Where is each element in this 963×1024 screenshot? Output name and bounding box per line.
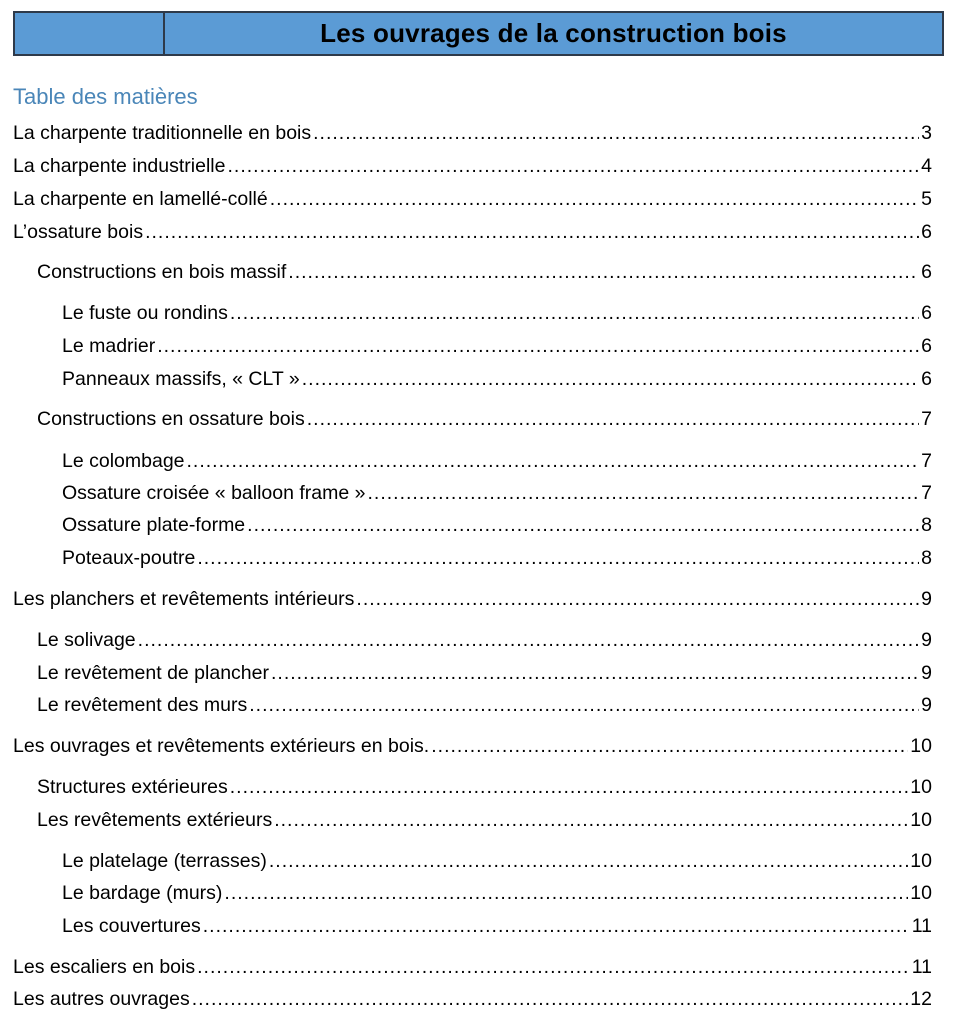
toc-entry-page: 5 — [921, 188, 932, 210]
toc-entry[interactable] — [13, 187, 932, 211]
toc-entry-page: 11 — [911, 956, 932, 978]
toc-entry[interactable] — [62, 546, 932, 570]
toc-entry[interactable] — [62, 449, 932, 473]
toc-entry[interactable] — [62, 513, 932, 537]
toc-entry[interactable] — [37, 628, 932, 652]
toc-entry[interactable] — [37, 661, 932, 685]
toc-entry-page: 10 — [910, 809, 932, 831]
toc-leader — [197, 955, 910, 979]
toc-leader — [192, 987, 909, 1011]
toc-entry-label: La charpente industrielle — [13, 155, 226, 177]
toc-entry[interactable] — [37, 260, 932, 284]
toc-leader — [247, 513, 919, 537]
toc-entry-page: 6 — [921, 368, 932, 390]
toc-entry-label: Le bardage (murs) — [62, 882, 223, 904]
toc-entry[interactable] — [62, 367, 932, 391]
toc-entry[interactable] — [62, 301, 932, 325]
title-bar-left-cell — [15, 13, 165, 54]
toc-leader — [197, 546, 919, 570]
toc-entry-page: 6 — [921, 221, 932, 243]
toc-entry-label: Le revêtement des murs — [37, 694, 248, 716]
document-title: Les ouvrages de la construction bois — [320, 18, 787, 48]
toc-entry-label: Les couvertures — [62, 915, 201, 937]
toc-entry-page: 10 — [910, 882, 932, 904]
toc-entry-label: Les autres ouvrages — [13, 988, 190, 1010]
toc-entry-page: 8 — [921, 547, 932, 569]
toc-entry-page: 11 — [911, 915, 932, 937]
toc-leader — [203, 914, 910, 938]
toc-entry-label: Ossature croisée « balloon frame » — [62, 482, 366, 504]
toc-entry[interactable] — [13, 154, 932, 178]
toc-leader — [230, 775, 909, 799]
toc-entry[interactable] — [13, 734, 932, 758]
toc-entry[interactable] — [62, 881, 932, 905]
toc-leader — [187, 449, 920, 473]
toc-leader — [230, 301, 919, 325]
toc-entry-page: 9 — [921, 662, 932, 684]
toc-entry[interactable] — [37, 407, 932, 431]
toc-entry-page: 10 — [910, 776, 932, 798]
toc-entry[interactable] — [37, 693, 932, 717]
toc-entry-label: Constructions en bois massif — [37, 261, 287, 283]
toc-entry[interactable] — [13, 121, 932, 145]
toc-entry-page: 10 — [910, 735, 932, 757]
toc-entry-page: 8 — [921, 514, 932, 536]
toc-entry[interactable] — [37, 808, 932, 832]
toc-heading: Table des matières — [13, 84, 198, 109]
toc-entry[interactable] — [62, 334, 932, 358]
toc-entry-label: Poteaux-poutre — [62, 547, 196, 569]
toc-entry-page: 9 — [921, 694, 932, 716]
toc-entry-label: Constructions en ossature bois — [37, 408, 305, 430]
toc-entry-label: Le colombage — [62, 450, 185, 472]
toc-entry[interactable] — [13, 220, 932, 244]
toc-leader — [368, 481, 920, 505]
toc-entry[interactable] — [62, 849, 932, 873]
toc-entry-page: 9 — [921, 629, 932, 651]
toc-entry-page: 10 — [910, 850, 932, 872]
toc-leader — [138, 628, 919, 652]
toc-entry-label: Le fuste ou rondins — [62, 302, 228, 324]
toc-entry-label: Le madrier — [62, 335, 156, 357]
toc-leader — [274, 808, 908, 832]
toc-entry-label: L’ossature bois — [13, 221, 144, 243]
toc-leader — [224, 881, 908, 905]
toc-entry[interactable] — [13, 955, 932, 979]
toc-entry-label: La charpente en lamellé-collé — [13, 188, 268, 210]
toc-entry-page: 6 — [921, 261, 932, 283]
toc-leader — [313, 121, 919, 145]
toc-entry[interactable] — [13, 587, 932, 611]
toc-leader — [431, 734, 908, 758]
toc-leader — [249, 693, 919, 717]
toc-entry[interactable] — [13, 987, 932, 1011]
toc-leader — [356, 587, 919, 611]
toc-entry-page: 6 — [921, 302, 932, 324]
toc-entry-label: Les planchers et revêtements intérieurs — [13, 588, 355, 610]
toc-entry[interactable] — [37, 775, 932, 799]
toc-leader — [227, 154, 919, 178]
toc-leader — [145, 220, 919, 244]
toc-entry-label: La charpente traditionnelle en bois — [13, 122, 312, 144]
toc-entry-label: Le platelage (terrasses) — [62, 850, 267, 872]
toc-leader — [288, 260, 919, 284]
toc-entry-label: Panneaux massifs, « CLT » — [62, 368, 300, 390]
toc-leader — [307, 407, 919, 431]
toc-entry-label: Le revêtement de plancher — [37, 662, 269, 684]
toc-entry-label: Les ouvrages et revêtements extérieurs en bois. — [13, 735, 430, 757]
toc-leader — [270, 187, 919, 211]
toc-entry[interactable] — [62, 914, 932, 938]
toc-entry-label: Ossature plate-forme — [62, 514, 246, 536]
toc-entry-label: Structures extérieures — [37, 776, 228, 798]
toc-entry-page: 7 — [921, 482, 932, 504]
toc-leader — [271, 661, 919, 685]
toc-leader — [302, 367, 919, 391]
toc-entry-label: Le solivage — [37, 629, 136, 651]
toc-entry-page: 7 — [921, 450, 932, 472]
toc-entry-page: 9 — [921, 588, 932, 610]
toc-entry-label: Les revêtements extérieurs — [37, 809, 273, 831]
toc-entry-label: Les escaliers en bois — [13, 956, 196, 978]
toc-entry-page: 4 — [921, 155, 932, 177]
toc-leader — [157, 334, 919, 358]
toc-entry[interactable] — [62, 481, 932, 505]
document-title-bar — [13, 11, 944, 56]
toc-entry-page: 12 — [910, 988, 932, 1010]
toc-entry-page: 3 — [921, 122, 932, 144]
toc-entry-page: 7 — [921, 408, 932, 430]
toc-leader — [269, 849, 908, 873]
toc-entry-page: 6 — [921, 335, 932, 357]
